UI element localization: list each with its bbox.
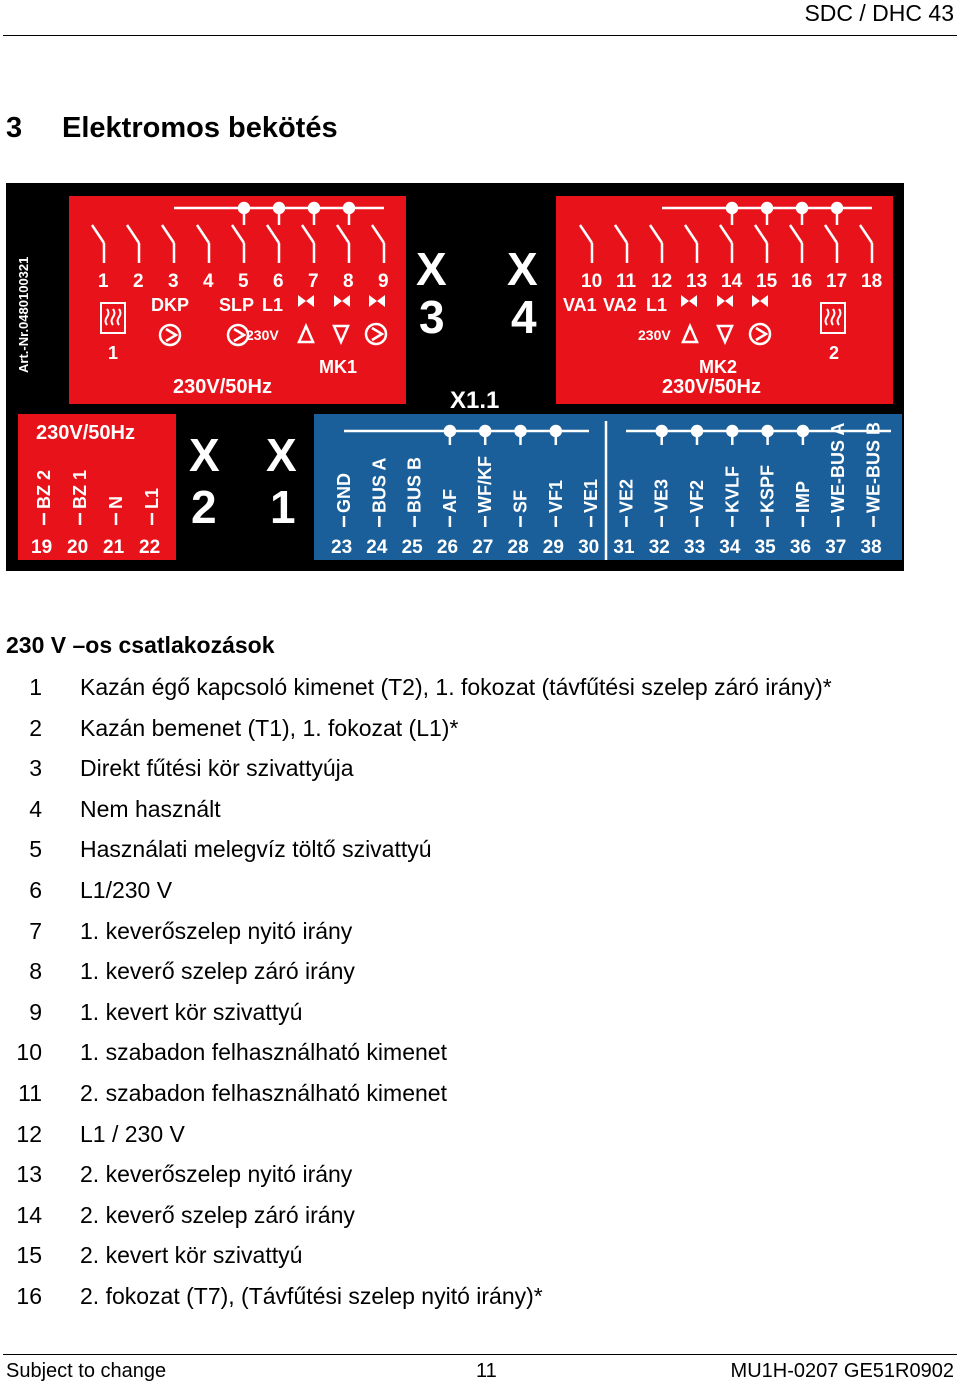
- terminal-label: GND: [334, 473, 354, 513]
- x1-letter: X: [266, 429, 297, 481]
- list-item: [0, 708, 960, 749]
- terminal-label: BZ 2: [34, 469, 54, 509]
- dkp-label: DKP: [151, 295, 190, 315]
- terminal-number: 20: [67, 537, 89, 558]
- list-item: [0, 789, 960, 830]
- item-number: 5: [29, 836, 42, 863]
- list-item: [0, 911, 960, 952]
- terminal-number: 28: [507, 537, 529, 558]
- item-number: 15: [16, 1242, 42, 1269]
- va2-label: VA2: [603, 295, 637, 315]
- terminal-label: VE1: [581, 478, 602, 513]
- terminal-number: 36: [789, 537, 812, 558]
- x11-label: X1.1: [450, 387, 500, 414]
- item-number: 14: [16, 1201, 42, 1228]
- footer-left: Subject to change: [6, 1360, 167, 1382]
- terminal-list: [0, 667, 960, 1317]
- item-text: 2. kevert kör szivattyú: [80, 1242, 303, 1269]
- terminal-label: WE-BUS B: [863, 422, 884, 513]
- item-number: 12: [16, 1120, 42, 1147]
- terminal-number: 35: [754, 537, 776, 558]
- item-text: 2. fokozat (T7), (Távfűtési szelep nyitó irány)*: [80, 1282, 543, 1309]
- supply-a: 230V/50Hz: [173, 376, 272, 398]
- list-item: [0, 992, 960, 1033]
- l1-label-a: L1: [262, 295, 284, 315]
- item-number: 3: [29, 755, 42, 782]
- terminal-number: 2: [133, 271, 144, 292]
- x4-number: 4: [511, 291, 537, 343]
- section-number: 3: [6, 112, 23, 144]
- terminal-number: 19: [31, 537, 53, 558]
- terminal-number: 5: [238, 271, 249, 292]
- terminal-number: 9: [378, 271, 389, 292]
- art-number: Art.-Nr.0480100321: [16, 256, 31, 373]
- terminal-label: IMP: [792, 480, 813, 513]
- x3-number: 3: [419, 291, 445, 343]
- x3-letter: X: [416, 243, 447, 295]
- terminal-label: BUS B: [404, 456, 425, 513]
- terminal-number: 23: [331, 537, 353, 558]
- terminal-number: 25: [401, 537, 423, 558]
- footer-right: MU1H-0207 GE51R0902: [730, 1360, 954, 1382]
- terminal-label: AF: [439, 489, 460, 513]
- item-text: Direkt fűtési kör szivattyúja: [80, 755, 354, 782]
- terminal-number: 14: [721, 271, 743, 292]
- terminal-number: 12: [651, 271, 673, 292]
- slp-label: SLP: [219, 295, 255, 315]
- item-number: 8: [29, 958, 42, 985]
- item-text: 1. szabadon felhasználható kimenet: [80, 1039, 447, 1066]
- terminal-label: WE-BUS A: [828, 422, 849, 513]
- header-title: SDC / DHC 43: [804, 0, 954, 26]
- item-number: 16: [16, 1282, 42, 1309]
- list-heading: 230 V –os csatlakozások: [6, 632, 275, 658]
- list-item: [0, 667, 960, 708]
- item-number: 1: [29, 674, 42, 700]
- terminal-number: 1: [98, 271, 109, 292]
- section-title: Elektromos bekötés: [62, 112, 338, 144]
- list-item: [0, 1114, 960, 1155]
- list-item: [0, 870, 960, 911]
- terminal-number: 34: [719, 537, 741, 558]
- item-text: Kazán égő kapcsoló kimenet (T2), 1. fokozat (távfűtési szelep záró irány)*: [80, 674, 832, 700]
- list-item: [0, 829, 960, 870]
- item-text: 1. kevert kör szivattyú: [80, 998, 303, 1025]
- item-text: Használati melegvíz töltő szivattyú: [80, 836, 432, 863]
- list-item: [0, 1154, 960, 1195]
- terminal-number: 3: [168, 271, 179, 292]
- terminal-label: L1: [142, 487, 162, 509]
- terminal-number: 32: [648, 537, 670, 558]
- v230-label-a: 230V: [246, 327, 279, 343]
- l1-label-b: L1: [646, 295, 668, 315]
- list-item: [0, 748, 960, 789]
- terminal-label: SF: [510, 489, 531, 513]
- item-number: 2: [29, 714, 42, 741]
- list-item: [0, 1276, 960, 1317]
- item-text: L1 / 230 V: [80, 1120, 185, 1147]
- terminal-number: 24: [366, 537, 388, 558]
- list-item: [0, 1195, 960, 1236]
- terminal-number: 26: [436, 537, 459, 558]
- supply-b: 230V/50Hz: [662, 376, 761, 398]
- terminal-number: 16: [791, 271, 813, 292]
- terminal-label: WF/KF: [475, 456, 496, 513]
- terminal-label: VF1: [545, 479, 566, 513]
- terminal-label: KSPF: [757, 464, 778, 513]
- terminal-number: 38: [860, 537, 882, 558]
- item-number: 11: [18, 1079, 42, 1106]
- x2-letter: X: [189, 429, 220, 481]
- item-text: 2. keverő szelep záró irány: [80, 1201, 355, 1228]
- terminal-number: 18: [861, 271, 883, 292]
- terminal-number: 15: [756, 271, 778, 292]
- section-heading: [6, 112, 338, 145]
- item-number: 13: [16, 1161, 42, 1188]
- item-text: Nem használt: [80, 795, 221, 822]
- terminal-number: 6: [273, 271, 284, 292]
- item-number: 6: [29, 876, 42, 903]
- burner-num-b: 2: [829, 343, 840, 363]
- mk2-label: MK2: [699, 357, 738, 377]
- terminal-label: BUS A: [369, 457, 390, 513]
- supply-c: 230V/50Hz: [36, 422, 135, 444]
- terminal-number: 37: [825, 537, 847, 558]
- terminal-number: 8: [343, 271, 354, 292]
- item-number: 7: [29, 917, 42, 944]
- terminal-number: 33: [684, 537, 706, 558]
- list-item: [0, 951, 960, 992]
- terminal-label: N: [106, 496, 126, 509]
- list-item: [0, 1032, 960, 1073]
- terminal-number: 11: [616, 271, 637, 292]
- terminal-label: BZ 1: [70, 469, 90, 509]
- terminal-number: 13: [686, 271, 708, 292]
- terminal-label: VE3: [651, 478, 672, 513]
- terminal-number: 29: [542, 537, 564, 558]
- terminal-number: 17: [826, 271, 848, 292]
- terminal-number: 31: [613, 537, 635, 558]
- footer-rule: [3, 1354, 957, 1355]
- terminal-number: 30: [578, 537, 600, 558]
- item-text: 1. keverő szelep záró irány: [80, 958, 355, 985]
- terminal-number: 22: [139, 537, 161, 558]
- va1-label: VA1: [563, 295, 597, 315]
- v230-label-b: 230V: [638, 327, 671, 343]
- terminal-number: 7: [308, 271, 319, 292]
- item-number: 10: [16, 1039, 42, 1066]
- list-item: [0, 1073, 960, 1114]
- wiring-diagram: [6, 183, 904, 571]
- x1-number: 1: [270, 481, 296, 533]
- item-text: L1/230 V: [80, 876, 173, 903]
- item-text: 1. keverőszelep nyitó irány: [80, 917, 353, 944]
- x2-number: 2: [191, 481, 217, 533]
- terminal-number: 21: [103, 537, 125, 558]
- terminal-number: 27: [472, 537, 494, 558]
- item-text: 2. keverőszelep nyitó irány: [80, 1161, 353, 1188]
- mk1-label: MK1: [319, 357, 358, 377]
- page-number: 11: [476, 1360, 497, 1382]
- item-text: 2. szabadon felhasználható kimenet: [80, 1079, 447, 1106]
- terminal-label: VE2: [616, 478, 637, 513]
- terminal-number: 10: [581, 271, 603, 292]
- terminal-label: KVLF: [722, 466, 743, 513]
- item-number: 9: [29, 998, 42, 1025]
- header-rule: [3, 35, 957, 36]
- burner-num-a: 1: [108, 343, 119, 363]
- list-item: [0, 1235, 960, 1276]
- item-number: 4: [29, 795, 42, 822]
- terminal-label: VF2: [687, 479, 707, 513]
- item-text: Kazán bemenet (T1), 1. fokozat (L1)*: [80, 714, 459, 741]
- x4-letter: X: [507, 243, 538, 295]
- terminal-number: 4: [203, 271, 214, 292]
